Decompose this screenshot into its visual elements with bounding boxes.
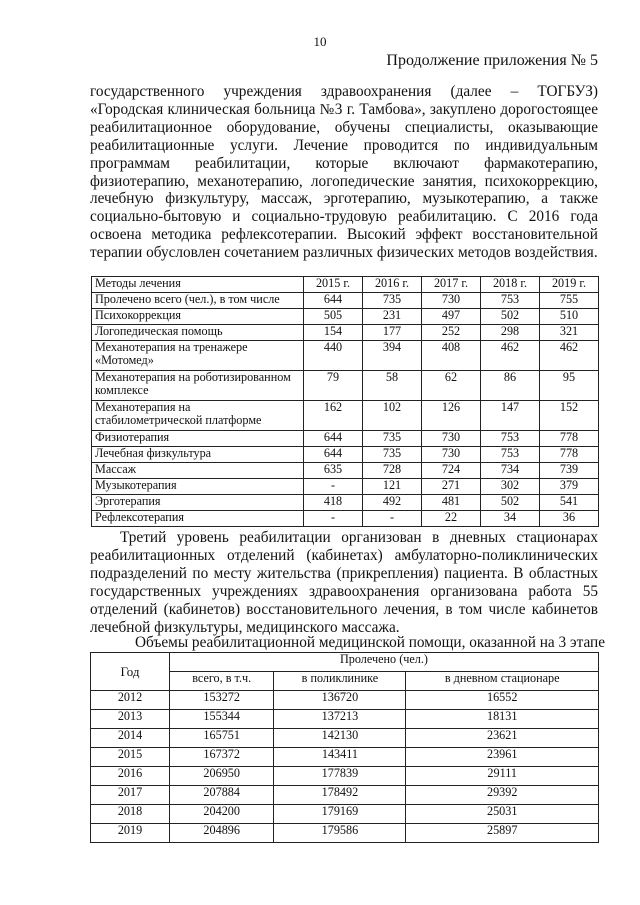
volume-value-cell: 204200 [170,805,274,824]
volume-value-cell: 206950 [170,767,274,786]
method-value-cell: 34 [481,511,540,527]
volume-value-cell: 177839 [274,767,406,786]
method-value-cell: 462 [481,341,540,371]
page-number: 10 [313,34,327,49]
method-value-cell: 154 [304,325,363,341]
methods-table-body [92,277,599,527]
method-value-cell: 753 [481,431,540,447]
subheader-day-hospital: в дневном стационаре [406,672,599,691]
volume-value-cell: 23961 [406,748,599,767]
table-row [92,447,599,463]
year-cell: 2019 [91,824,170,843]
method-value-cell: 492 [363,495,422,511]
method-value-cell: 753 [481,293,540,309]
method-value-cell: 502 [481,495,540,511]
volume-value-cell: 25031 [406,805,599,824]
method-value-cell: 502 [481,309,540,325]
method-value-cell: 734 [481,463,540,479]
table-row [92,495,599,511]
volume-value-cell: 136720 [274,691,406,710]
method-value-cell: 162 [304,401,363,431]
year-cell: 2018 [91,805,170,824]
rehab-volumes-table [90,652,599,843]
method-value-cell: 79 [304,371,363,401]
table-row [91,824,599,843]
method-value-cell: 735 [363,293,422,309]
volume-value-cell: 25897 [406,824,599,843]
method-name-cell: Механотерапия на стабилометрической платформе [92,401,304,431]
method-value-cell: 408 [422,341,481,371]
volume-value-cell: 207884 [170,786,274,805]
method-name-cell: Массаж [92,463,304,479]
method-value-cell: 730 [422,293,481,309]
method-name-cell: Механотерапия на роботизированном комплексе [92,371,304,401]
method-value-cell: 298 [481,325,540,341]
third-level-paragraph: Третий уровень реабилитации организован в дневных стационарах реабилитационных отделений (кабинетах) амбулаторно-поликлинических подразделений по месту жительства (прикрепления) пациента. В областных государственных учреждениях здравоохранения организована работа 55 отделений (кабинетов) восстановительного лечения, в том числе кабинетов лечебной физкультуры, медицинского массажа. [90,529,598,636]
method-value-cell: 95 [540,371,599,401]
table-row [91,767,599,786]
table-row [92,511,599,527]
volume-value-cell: 153272 [170,691,274,710]
method-value-cell: 644 [304,431,363,447]
method-value-cell: 755 [540,293,599,309]
method-value-cell: 177 [363,325,422,341]
volume-value-cell: 142130 [274,729,406,748]
header-year-2017: 2017 г. [422,277,481,293]
volumes-table-body [91,653,599,843]
method-name-cell: Эрготерапия [92,495,304,511]
method-value-cell: 462 [540,341,599,371]
table-row [92,371,599,401]
method-value-cell: 778 [540,447,599,463]
method-value-cell: 126 [422,401,481,431]
method-name-cell: Логопедическая помощь [92,325,304,341]
method-value-cell: 541 [540,495,599,511]
volume-value-cell: 178492 [274,786,406,805]
method-value-cell: 481 [422,495,481,511]
year-cell: 2012 [91,691,170,710]
method-value-cell: - [304,511,363,527]
year-cell: 2014 [91,729,170,748]
method-value-cell: 724 [422,463,481,479]
table-row [91,710,599,729]
treated-group-header: Пролечено (чел.) [170,653,599,672]
methods-table-header-row [92,277,599,293]
method-value-cell: 62 [422,371,481,401]
method-value-cell: 728 [363,463,422,479]
method-name-cell: Психокоррекция [92,309,304,325]
method-value-cell: 321 [540,325,599,341]
method-value-cell: 505 [304,309,363,325]
volume-value-cell: 155344 [170,710,274,729]
method-name-cell: Физиотерапия [92,431,304,447]
method-value-cell: 231 [363,309,422,325]
method-value-cell: 753 [481,447,540,463]
volume-value-cell: 179586 [274,824,406,843]
table-row [92,325,599,341]
volume-value-cell: 16552 [406,691,599,710]
table-row [91,691,599,710]
header-year-2016: 2016 г. [363,277,422,293]
year-header: Год [91,653,170,691]
method-value-cell: 644 [304,447,363,463]
appendix-label: Продолжение приложения № 5 [386,52,598,69]
method-value-cell: 440 [304,341,363,371]
method-value-cell: 36 [540,511,599,527]
method-name-cell: Пролечено всего (чел.), в том числе [92,293,304,309]
method-value-cell: 271 [422,479,481,495]
volumes-header-row [91,653,599,672]
year-cell: 2017 [91,786,170,805]
method-value-cell: - [363,511,422,527]
method-value-cell: 730 [422,431,481,447]
method-value-cell: 22 [422,511,481,527]
method-value-cell: 394 [363,341,422,371]
method-value-cell: 302 [481,479,540,495]
table-row [91,729,599,748]
volume-value-cell: 137213 [274,710,406,729]
year-cell: 2015 [91,748,170,767]
treatment-methods-table [91,276,599,527]
method-value-cell: 418 [304,495,363,511]
method-value-cell: 121 [363,479,422,495]
method-name-cell: Лечебная физкультура [92,447,304,463]
volume-value-cell: 179169 [274,805,406,824]
header-year-2019: 2019 г. [540,277,599,293]
method-value-cell: 147 [481,401,540,431]
table-row [91,786,599,805]
method-name-cell: Рефлексотерапия [92,511,304,527]
volume-value-cell: 167372 [170,748,274,767]
year-cell: 2013 [91,710,170,729]
method-value-cell: - [304,479,363,495]
table-row [92,431,599,447]
method-value-cell: 735 [363,431,422,447]
table-row [91,748,599,767]
method-value-cell: 739 [540,463,599,479]
volume-value-cell: 29111 [406,767,599,786]
table-row [92,341,599,371]
volume-value-cell: 18131 [406,710,599,729]
method-name-cell: Механотерапия на тренажере «Мотомед» [92,341,304,371]
volume-value-cell: 29392 [406,786,599,805]
subheader-polyclinic: в поликлинике [274,672,406,691]
method-value-cell: 497 [422,309,481,325]
header-year-2015: 2015 г. [304,277,363,293]
method-value-cell: 152 [540,401,599,431]
volume-value-cell: 23621 [406,729,599,748]
subheader-total: всего, в т.ч. [170,672,274,691]
method-value-cell: 735 [363,447,422,463]
method-value-cell: 58 [363,371,422,401]
method-value-cell: 778 [540,431,599,447]
method-value-cell: 635 [304,463,363,479]
table-row [92,463,599,479]
header-year-2018: 2018 г. [481,277,540,293]
method-value-cell: 379 [540,479,599,495]
method-name-cell: Музыкотерапия [92,479,304,495]
method-value-cell: 252 [422,325,481,341]
method-value-cell: 644 [304,293,363,309]
table-row [92,401,599,431]
table-row [92,479,599,495]
volume-value-cell: 143411 [274,748,406,767]
method-value-cell: 86 [481,371,540,401]
method-value-cell: 510 [540,309,599,325]
method-value-cell: 730 [422,447,481,463]
volumes-caption: Объемы реабилитационной медицинской помощи, оказанной на 3 этапе [135,634,606,651]
volume-value-cell: 165751 [170,729,274,748]
header-methods: Методы лечения [92,277,304,293]
table-row [92,309,599,325]
method-value-cell: 102 [363,401,422,431]
year-cell: 2016 [91,767,170,786]
table-row [92,293,599,309]
volume-value-cell: 204896 [170,824,274,843]
table-row [91,805,599,824]
intro-paragraph: государственного учреждения здравоохранения (далее – ТОГБУЗ) «Городская клиническая больница №3 г. Тамбова», закуплено дорогостоящее реабилитационное оборудование, обучены специалисты, оказывающие реабилитационные услуги. Лечение проводится по индивидуальным программам реабилитации, которые включают фармакотерапию, физиотерапию, механотерапию, логопедические занятия, психокоррекцию, лечебную физкультуру, массаж, эрготерапию, музыкотерапию, а также социально-бытовую и социально-трудовую реабилитацию. С 2016 года освоена методика рефлексотерапии. Высокий эффект восстановительной терапии обусловлен сочетанием различных физических методов воздействия. [90,83,598,262]
